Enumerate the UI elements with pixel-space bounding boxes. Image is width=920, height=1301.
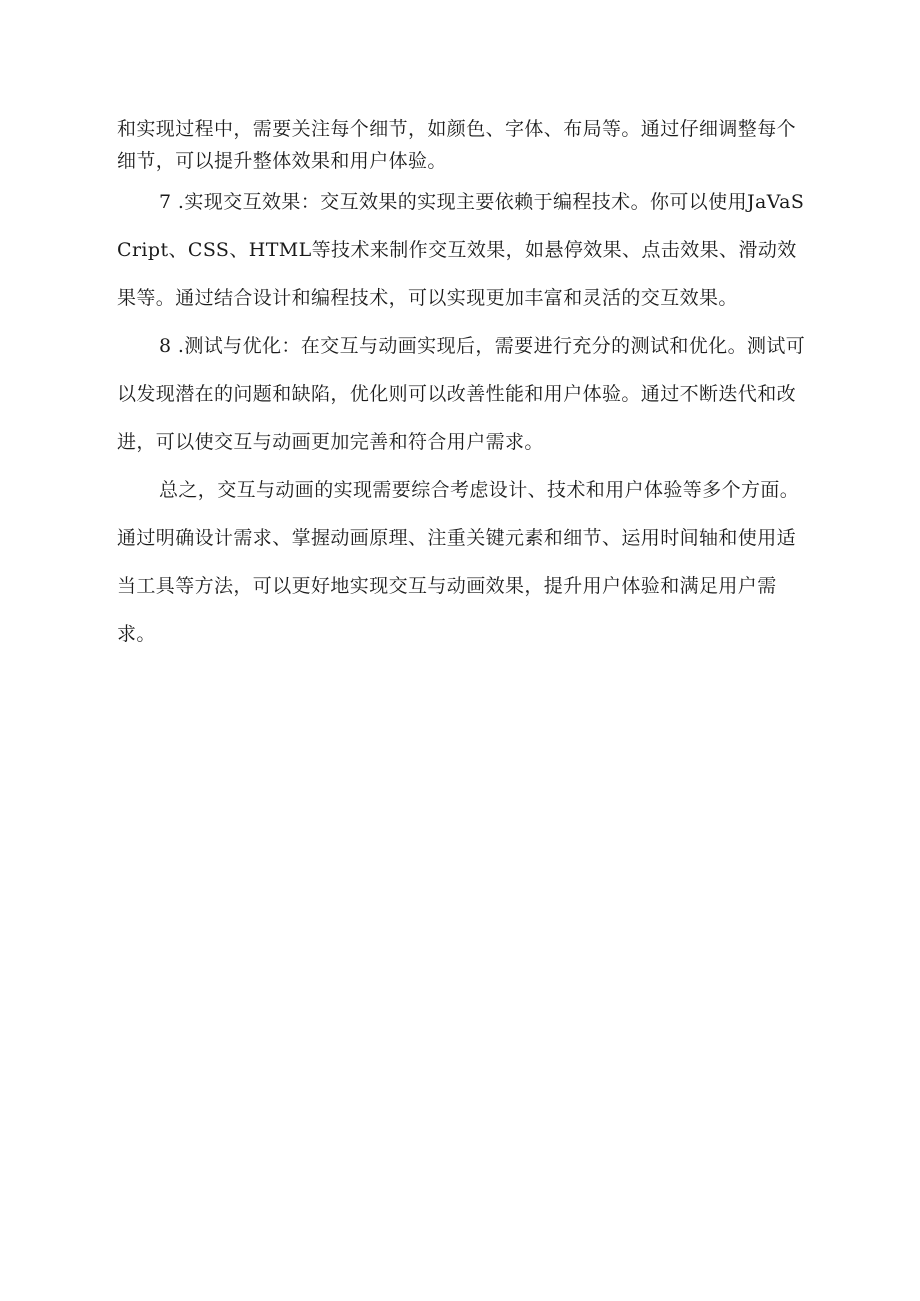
paragraph-step-7: 7 .实现交互效果：交互效果的实现主要依赖于编程技术。你可以使用JaVaSCript、CSS、HTML等技术来制作交互效果，如悬停效果、点击效果、滑动效果等。通过结合设计和编程技术，可以实现更加丰富和灵活的交互效果。 bbox=[117, 191, 805, 309]
paragraph-summary: 总之，交互与动画的实现需要综合考虑设计、技术和用户体验等多个方面。通过明确设计需求、掌握动画原理、注重关键元素和细节、运用时间轴和使用适当工具等方法，可以更好地实现交互与动画效果，提升用户体验和满足用户需求。 bbox=[117, 479, 800, 645]
continued-paragraph: 和实现过程中，需要关注每个细节，如颜色、字体、布局等。通过仔细调整每个细节，可以提升整体效果和用户体验。 bbox=[117, 118, 797, 172]
paragraph-step-8: 8 .测试与优化：在交互与动画实现后，需要进行充分的测试和优化。测试可以发现潜在的问题和缺陷，优化则可以改善性能和用户体验。通过不断迭代和改进，可以使交互与动画更加完善和符合用户需求。 bbox=[117, 335, 806, 453]
document-body bbox=[117, 178, 811, 658]
